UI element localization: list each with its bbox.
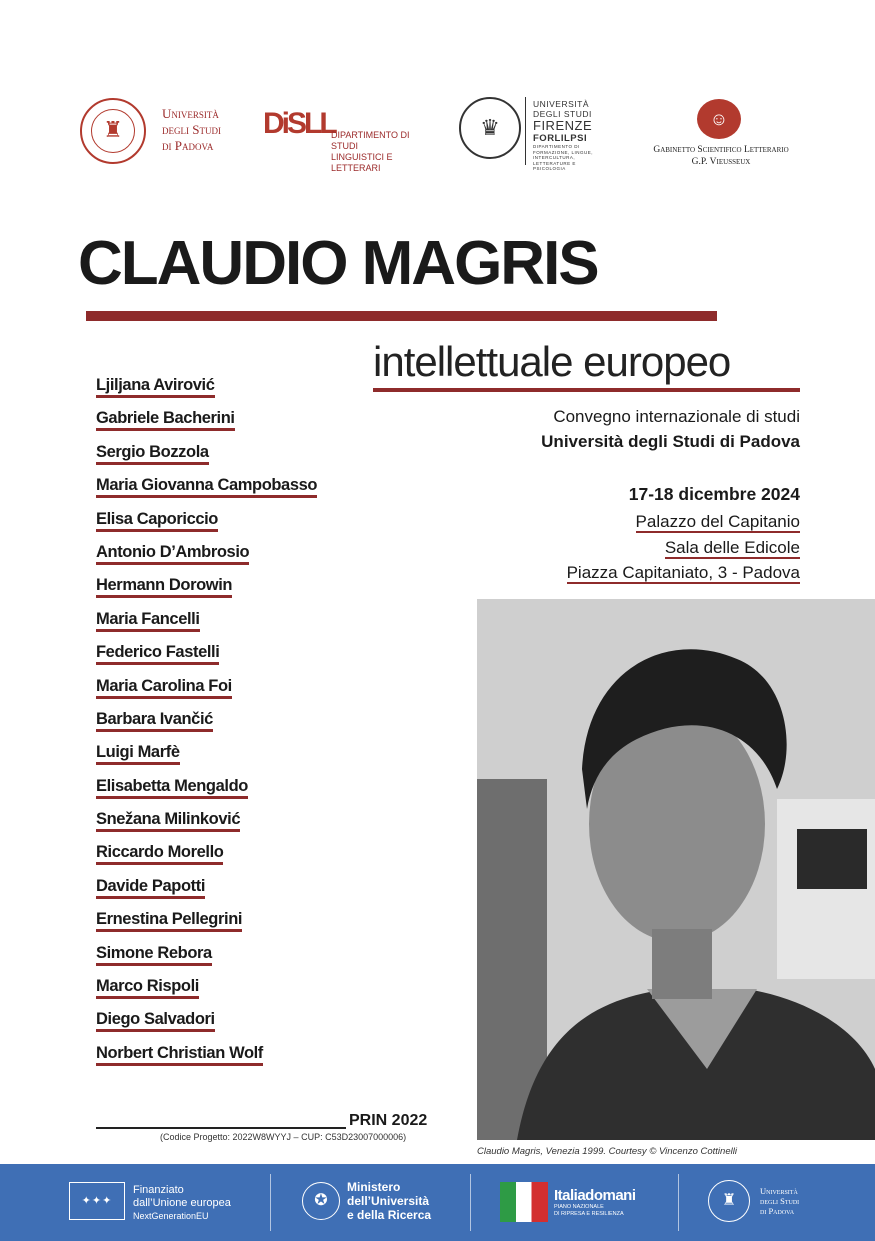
firenze-line1: UNIVERSITÀ bbox=[533, 99, 590, 109]
speaker-item bbox=[96, 906, 317, 939]
speaker-item bbox=[96, 1040, 317, 1073]
unipd-footer-line2: degli Studi bbox=[760, 1196, 800, 1206]
speaker-name: Norbert Christian Wolf bbox=[96, 1044, 263, 1066]
italiadomani-sub2: DI RIPRESA E RESILIENZA bbox=[554, 1210, 624, 1217]
event-host: Università degli Studi di Padova bbox=[541, 432, 800, 451]
speaker-name: Ljiljana Avirović bbox=[96, 376, 215, 398]
venue-3-text: Piazza Capitaniato, 3 - Padova bbox=[566, 563, 800, 582]
mur-line3: e della Ricerca bbox=[347, 1208, 432, 1222]
eu-line3: NextGenerationEU bbox=[133, 1211, 209, 1221]
mur-line1: Ministero bbox=[347, 1180, 401, 1194]
speaker-item bbox=[96, 1006, 317, 1039]
firenze-dept: FORLILPSI bbox=[533, 133, 588, 144]
speaker-item bbox=[96, 405, 317, 438]
speaker-item bbox=[96, 706, 317, 739]
vieusseux-line2: G.P. Vieusseux bbox=[691, 157, 751, 167]
speaker-name: Luigi Marfè bbox=[96, 743, 180, 765]
prin-rule bbox=[96, 1127, 346, 1129]
speaker-name: Elisa Caporiccio bbox=[96, 510, 218, 532]
padova-line3: di Padova bbox=[162, 138, 214, 153]
eu-line2: dall’Unione europea bbox=[133, 1197, 231, 1209]
prin-code: (Codice Progetto: 2022W8WYYJ – CUP: C53D23007000006) bbox=[160, 1132, 407, 1142]
speaker-name: Ernestina Pellegrini bbox=[96, 910, 242, 932]
portrait-figure-icon bbox=[477, 599, 875, 1140]
subtitle-underline bbox=[373, 388, 800, 392]
venue-2-text: Sala delle Edicole bbox=[664, 538, 800, 557]
speaker-item bbox=[96, 739, 317, 772]
speaker-item bbox=[96, 539, 317, 572]
page-subtitle: intellettuale europeo bbox=[373, 338, 731, 385]
speaker-name: Sergio Bozzola bbox=[96, 443, 209, 465]
speaker-item bbox=[96, 506, 317, 539]
speaker-list bbox=[96, 372, 317, 1073]
speaker-item bbox=[96, 806, 317, 839]
speaker-name: Riccardo Morello bbox=[96, 843, 223, 865]
speaker-item bbox=[96, 639, 317, 672]
disll-line2: LINGUISTICI E LETTERARI bbox=[331, 152, 393, 173]
padova-line2: degli Studi bbox=[162, 122, 221, 137]
speaker-name: Elisabetta Mengaldo bbox=[96, 777, 248, 799]
page-title: CLAUDIO MAGRIS bbox=[78, 229, 598, 298]
event-venue-2 bbox=[665, 538, 800, 558]
speaker-item bbox=[96, 773, 317, 806]
logo-vieusseux bbox=[636, 97, 806, 169]
mur-emblem-icon: ✪ bbox=[302, 1182, 340, 1220]
padova-line1: Università bbox=[162, 106, 219, 121]
footer-bar bbox=[0, 1164, 875, 1241]
speaker-item bbox=[96, 839, 317, 872]
eu-flag-icon: ✦✦✦ bbox=[69, 1182, 125, 1220]
speaker-name: Federico Fastelli bbox=[96, 643, 219, 665]
speaker-name: Simone Rebora bbox=[96, 944, 212, 966]
prin-label: PRIN 2022 bbox=[349, 1112, 428, 1129]
firenze-dept-desc: DIPARTIMENTO DI FORMAZIONE, LINGUE, INTERCULTURA, LETTERATURE E PSICOLOGIA bbox=[533, 144, 594, 171]
speaker-item bbox=[96, 973, 317, 1006]
portrait-photo bbox=[477, 599, 875, 1140]
logo-padova bbox=[80, 98, 230, 164]
speaker-item bbox=[96, 673, 317, 706]
speaker-name: Antonio D’Ambrosio bbox=[96, 543, 249, 565]
speaker-name: Marco Rispoli bbox=[96, 977, 199, 999]
unipd-footer-seal-icon: ♜ bbox=[708, 1180, 750, 1222]
event-venue-3 bbox=[567, 563, 800, 583]
speaker-name: Maria Fancelli bbox=[96, 610, 200, 632]
venue-1-text: Palazzo del Capitanio bbox=[635, 512, 800, 531]
vieusseux-line1: Gabinetto Scientifico Letterario bbox=[653, 145, 789, 155]
italiadomani-flag-icon bbox=[500, 1182, 548, 1222]
speaker-name: Maria Giovanna Campobasso bbox=[96, 476, 317, 498]
mur-line2: dell’Università bbox=[347, 1194, 430, 1208]
speaker-item bbox=[96, 572, 317, 605]
speaker-name: Maria Carolina Foi bbox=[96, 677, 232, 699]
logo-disll bbox=[263, 107, 433, 173]
speaker-item bbox=[96, 940, 317, 973]
speaker-name: Diego Salvadori bbox=[96, 1010, 215, 1032]
speaker-item bbox=[96, 372, 317, 405]
unipd-footer-line3: di Padova bbox=[760, 1206, 795, 1216]
speaker-name: Davide Papotti bbox=[96, 877, 205, 899]
speaker-name: Barbara Ivančić bbox=[96, 710, 213, 732]
photo-caption: Claudio Magris, Venezia 1999. Courtesy © Vincenzo Cottinelli bbox=[477, 1146, 737, 1157]
firenze-seal-icon: ♛ bbox=[459, 97, 521, 159]
firenze-line3: FIRENZE bbox=[533, 118, 593, 133]
vieusseux-emblem-icon: ☺ bbox=[697, 99, 741, 139]
eu-line1: Finanziato bbox=[133, 1184, 184, 1196]
event-venue-1 bbox=[636, 512, 800, 532]
speaker-item bbox=[96, 439, 317, 472]
title-underline bbox=[86, 311, 717, 321]
disll-mark: DiSLL bbox=[263, 107, 335, 140]
event-date: 17-18 dicembre 2024 bbox=[628, 484, 800, 504]
speaker-item bbox=[96, 873, 317, 906]
speaker-item bbox=[96, 472, 317, 505]
padova-seal-icon: ♜ bbox=[80, 98, 146, 164]
disll-line1: DIPARTIMENTO DI STUDI bbox=[331, 130, 410, 151]
speaker-item bbox=[96, 606, 317, 639]
italiadomani-sub1: PIANO NAZIONALE bbox=[554, 1204, 604, 1210]
speaker-name: Snežana Milinković bbox=[96, 810, 240, 832]
italiadomani-title: Italiadomani bbox=[554, 1187, 636, 1204]
firenze-line2: DEGLI STUDI bbox=[533, 109, 592, 119]
event-type: Convegno internazionale di studi bbox=[553, 407, 800, 426]
logo-firenze bbox=[459, 97, 609, 171]
unipd-footer-line1: Università bbox=[760, 1186, 798, 1196]
speaker-name: Gabriele Bacherini bbox=[96, 409, 235, 431]
speaker-name: Hermann Dorowin bbox=[96, 576, 232, 598]
